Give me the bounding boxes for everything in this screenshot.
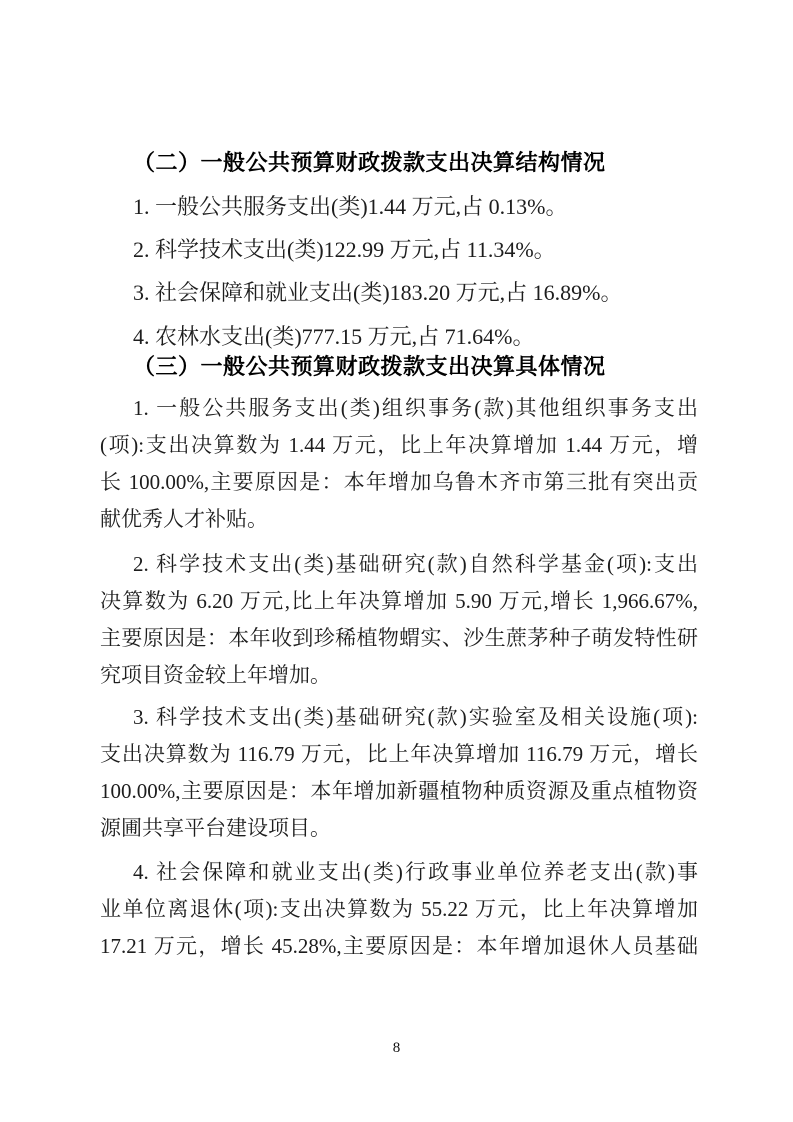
- detail-paragraph-3: [100, 699, 698, 847]
- paragraph-line: 4. 社会保障和就业支出(类)行政事业单位养老支出(款)事: [133, 860, 698, 884]
- structure-item-1: 1. 一般公共服务支出(类)1.44 万元,占 0.13%。: [133, 194, 568, 219]
- paragraph-line: 3. 科学技术支出(类)基础研究(款)实验室及相关设施(项):: [133, 705, 698, 729]
- paragraph-line: (项):支出决算数为 1.44 万元，比上年决算增加 1.44 万元，增: [100, 433, 698, 457]
- page-number: 8: [392, 1040, 401, 1056]
- paragraph-line: 究项目资金较上年增加。: [100, 663, 331, 687]
- paragraph-line: 1. 一般公共服务支出(类)组织事务(款)其他组织事务支出: [133, 396, 698, 420]
- paragraph-line: 决算数为 6.20 万元,比上年决算增加 5.90 万元,增长 1,966.67%,: [100, 589, 698, 613]
- paragraph-line: 17.21 万元，增长 45.28%,主要原因是：本年增加退休人员基础: [100, 934, 698, 958]
- detail-paragraph-4: [100, 854, 698, 965]
- paragraph-line: 业单位离退休(项):支出决算数为 55.22 万元，比上年决算增加: [100, 897, 698, 921]
- structure-item-2: 2. 科学技术支出(类)122.99 万元,占 11.34%。: [133, 237, 556, 262]
- paragraph-line: 主要原因是：本年收到珍稀植物蝟实、沙生蔗茅种子萌发特性研: [100, 626, 698, 650]
- paragraph-line: 长 100.00%,主要原因是：本年增加乌鲁木齐市第三批有突出贡: [100, 470, 698, 494]
- paragraph-line: 100.00%,主要原因是：本年增加新疆植物种质资源及重点植物资: [100, 779, 698, 803]
- paragraph-line: 源圃共享平台建设项目。: [100, 816, 331, 840]
- structure-item-3: 3. 社会保障和就业支出(类)183.20 万元,占 16.89%。: [133, 280, 623, 305]
- paragraph-line: 2. 科学技术支出(类)基础研究(款)自然科学基金(项):支出: [133, 552, 698, 576]
- paragraph-line: 献优秀人才补贴。: [100, 507, 268, 531]
- section-heading-structure: （二）一般公共预算财政拨款支出决算结构情况: [133, 150, 606, 175]
- structure-item-4: 4. 农林水支出(类)777.15 万元,占 71.64%。: [133, 324, 535, 349]
- section-heading-detail: （三）一般公共预算财政拨款支出决算具体情况: [133, 354, 606, 379]
- detail-paragraph-1: [100, 390, 698, 538]
- paragraph-line: 支出决算数为 116.79 万元，比上年决算增加 116.79 万元，增长: [100, 742, 698, 766]
- detail-paragraph-2: [100, 546, 698, 694]
